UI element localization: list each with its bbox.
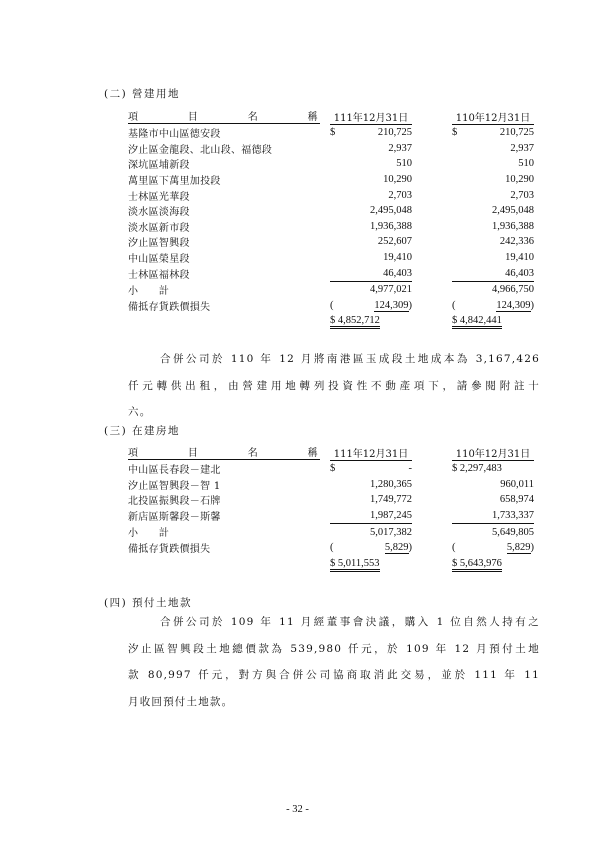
allowance-row: 備抵存貨跌價損失 ( 124,309) ( 124,309) <box>128 299 534 313</box>
subtotal-row: 小 計 4,977,021 4,966,750 <box>128 284 534 297</box>
table-row: 士林區光華段 2,703 2,703 <box>128 189 534 203</box>
table-row: 中山區榮星段 19,410 19,410 <box>128 252 534 266</box>
section3-title: (三) 在建房地 <box>104 425 181 437</box>
table-row: 士林區福林段 46,403 46,403 <box>128 265 534 281</box>
table-row: 汐止區智興段－智 1 1,280,365 960,011 <box>128 478 534 492</box>
header-char-3: 名 <box>247 448 259 460</box>
construction-in-progress-table <box>128 444 534 571</box>
land-for-construction-table <box>128 108 534 329</box>
table-row: 深坑區埔新段 510 510 <box>128 158 534 172</box>
header-char-1: 項 <box>128 112 139 124</box>
table-row: 北投區振興段－石牌 1,749,772 658,974 <box>128 494 534 508</box>
table-row: 淡水區淡海段 2,495,048 2,495,048 <box>128 205 534 219</box>
section2-note: 合併公司於 110 年 12 月將南港區玉成段土地成本為 3,167,426 仟元轉供出租，由營建用地轉列投資性不動產項下，請參閱附註十 六。 <box>128 353 540 418</box>
header-char-4: 稱 <box>307 448 318 460</box>
header-char-2: 目 <box>187 448 199 460</box>
total-row: $ 4,852,712 $ 4,842,441 <box>128 313 534 329</box>
subtotal-row: 小 計 5,017,382 5,649,805 <box>128 526 534 540</box>
table-row: 汐止區金龍段、北山段、福德段 2,937 2,937 <box>128 142 534 156</box>
total-row: $ 5,011,553 $ 5,643,976 <box>128 556 534 572</box>
allowance-row: 備抵存貨跌價損失 ( 5,829) ( 5,829) <box>128 542 534 556</box>
header-char-1: 項 <box>128 448 139 460</box>
table-header <box>128 108 534 125</box>
section4-title: (四) 預付土地款 <box>104 597 193 609</box>
header-char-2: 目 <box>187 112 199 124</box>
header-col-2022: 111年12月31日 <box>330 444 412 461</box>
header-col-2021: 110年12月31日 <box>452 444 534 461</box>
header-col-2022: 111年12月31日 <box>330 108 412 125</box>
table-row: 萬里區下萬里加投段 10,290 10,290 <box>128 174 534 188</box>
table-row: 汐止區智興段 252,607 242,336 <box>128 236 534 250</box>
table-row: 中山區長春段－建北 $ - $ 2,297,483 <box>128 463 502 477</box>
header-char-3: 名 <box>247 112 259 124</box>
section2-title: (二) 營建用地 <box>104 88 181 100</box>
table-header <box>128 444 534 461</box>
header-char-4: 稱 <box>307 112 318 124</box>
page-number: - 32 - <box>286 804 309 815</box>
table-row: 淡水區新市段 1,936,388 1,936,388 <box>128 220 534 234</box>
table-row: 新店區斯馨段－斯馨 1,987,245 1,733,337 <box>128 508 534 524</box>
section4-paragraph: 合併公司於 109 年 11 月經董事會決議，購入 1 位自然人持有之 汐止區智興段土地總價款為 539,980 仟元，於 109 年 12 月預付土地 款 80,997 仟元，對方與合併公司協商取消此交易，並於 111 年 11 月收回預付土地款。 <box>128 616 540 708</box>
header-col-2021: 110年12月31日 <box>452 108 534 125</box>
table-row: 基隆市中山區德安段 $ 210,725 $ 210,725 <box>128 127 534 141</box>
